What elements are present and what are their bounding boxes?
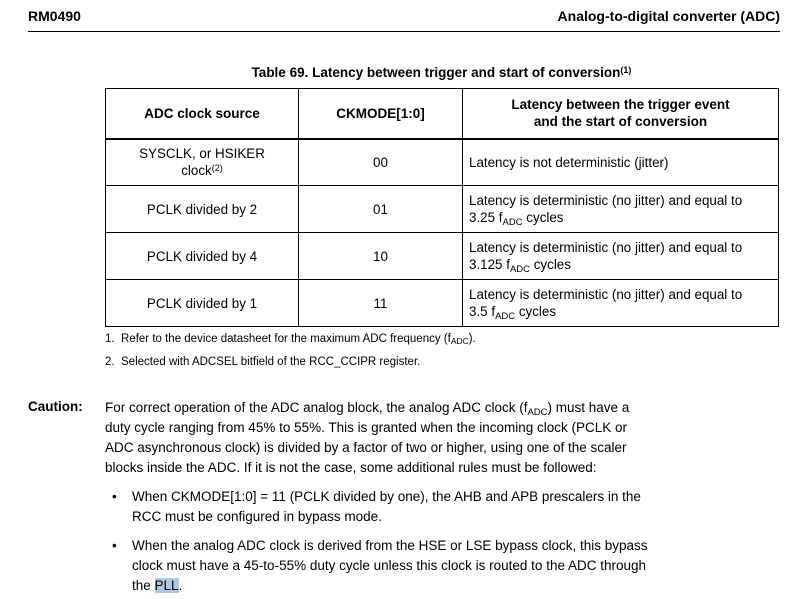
caution-label: Caution: [28,399,83,414]
pll-highlight: PLL [154,578,179,593]
table-title [105,63,778,82]
table-footnotes [105,333,476,379]
bullet-item [105,487,648,527]
cell-ckmode: 11 [299,280,463,327]
bullet-icon: • [112,538,117,553]
footnote-text: Refer to the device datasheet for the maximum ADC frequency $(f_{ADC})$. [121,333,476,346]
table-header-row [106,89,779,139]
footnote-2 [105,356,476,369]
cell-clock-source: SYSCLK, or HSIKER clock$^{(2)}$ [106,139,299,186]
table-title-text: Table 69. Latency between trigger and start of conversion [251,65,621,80]
page-header [28,8,780,24]
caution-paragraph: For correct operation of the ADC analog block, the analog ADC clock $(f_{ADC})$ must have a duty cycle ranging from 45% to 55%. This is granted when the incoming clock (PCLK or ADC asynchronous clock) is divided by a factor of two or higher, using one of the scaler blocks inside the ADC. If it is not the case, some additional rules must be followed: [105,400,630,475]
chapter-title: Analog-to-digital converter (ADC) [557,8,780,24]
bullet-text: When CKMODE[1:0] = 11 (PCLK divided by one), the AHB and APB prescalers in the RCC must be configured in bypass mode. [132,489,641,524]
bullet-item [105,536,648,596]
footnote-1 [105,333,476,346]
cell-clock-source: PCLK divided by 4 [106,233,299,280]
bullet-icon: • [112,489,117,504]
table-section [105,63,778,327]
table-row [106,280,779,327]
cell-ckmode: 10 [299,233,463,280]
cell-latency: Latency is deterministic (no jitter) and equal to 3.125 $f_{ADC}$ cycles [463,233,779,280]
header-rule [28,31,780,32]
footnote-number: 1. [105,333,115,345]
bullet-text: When the analog ADC clock is derived from the HSE or LSE bypass clock, this bypass clock must have a 45-to-55% duty cycle unless this clock is routed to the ADC through the PLL. [132,538,648,593]
table-row [106,186,779,233]
caution-body [105,398,648,599]
footnote-text: Selected with ADCSEL bitfield of the RCC_CCIPR register. [121,356,421,368]
col-header-ckmode: CKMODE[1:0] [299,89,463,139]
col-header-adc-clock-source: ADC clock source [106,89,299,139]
cell-latency: Latency is not deterministic (jitter) [463,139,779,186]
cell-ckmode: 01 [299,186,463,233]
cell-clock-source: PCLK divided by 1 [106,280,299,327]
table-row [106,233,779,280]
cell-latency: Latency is deterministic (no jitter) and equal to 3.5 $f_{ADC}$ cycles [463,280,779,327]
cell-clock-source: PCLK divided by 2 [106,186,299,233]
latency-table [105,88,779,327]
footnote-number: 2. [105,356,115,368]
doc-id: RM0490 [28,8,81,24]
cell-latency: Latency is deterministic (no jitter) and equal to 3.25 $f_{ADC}$ cycles [463,186,779,233]
table-title-footnote-ref: (1) [620,65,632,75]
cell-ckmode: 00 [299,139,463,186]
table-row [106,139,779,186]
col-header-latency: Latency between the trigger event and the start of conversion [463,89,779,139]
cell-footnote-ref: (2) [211,163,223,174]
